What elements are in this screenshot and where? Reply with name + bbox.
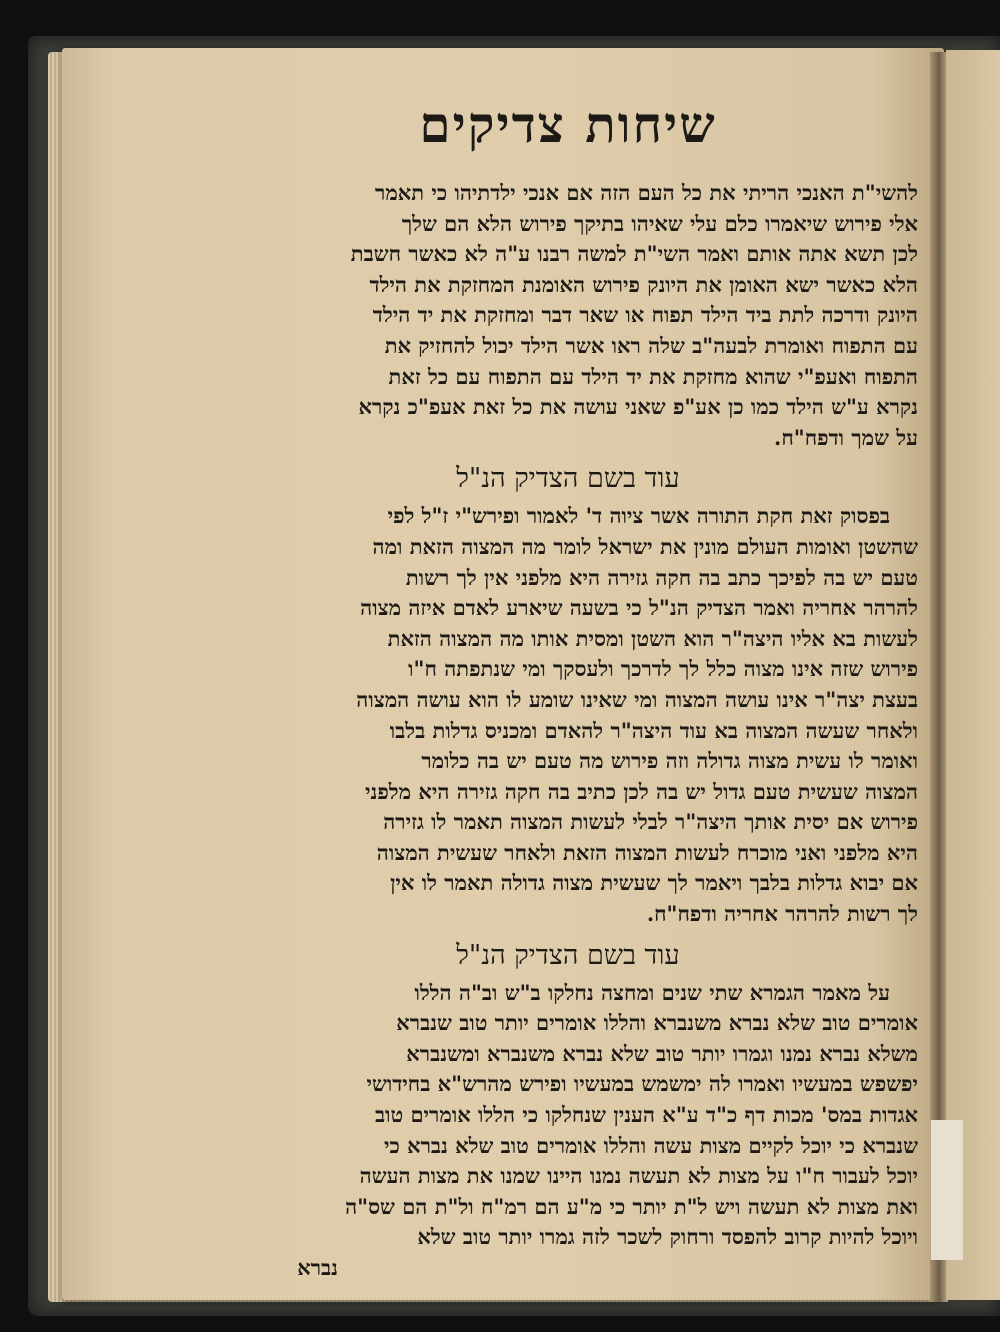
text-line: להשי"ת האנכי הריתי את כל העם הזה אם אנכי ילדתיהו כי תאמר xyxy=(375,180,918,205)
section-2-body xyxy=(218,501,918,929)
text-line: עם התפוח ואומרת לבעה"ב שלה ראו אשר הילד יכול להחזיק את xyxy=(384,332,918,358)
text-line: שנברא כי יוכל לקיים מצות עשה והללו אומרים טוב שלא נברא כי xyxy=(384,1132,918,1158)
text-line: על מאמר הגמרא שתי שנים ומחצה נחלקו ב"ש וב"ה הללו xyxy=(414,979,890,1005)
text-line: לעשות בא אליו היצה"ר הוא השטן ומסית אותו מה המצוה הזאת xyxy=(387,625,918,651)
text-line: שהשטן ואומות העולם מונין את ישראל לומר מה המצוה הזאת ומה xyxy=(372,533,918,559)
text-line: פירוש אם יסית אותך היצה"ר לבלי לעשות המצוה תאמר לו גזירה xyxy=(383,809,918,835)
text-line: ויוכל להיות קרוב להפסד ורחוק לשכר לזה גמרו יותר טוב שלא xyxy=(417,1224,918,1250)
text-line: יוכל לעבור ח"ו על מצות לא תעשה נמנו היינו שמנו את מצות העשה xyxy=(359,1163,918,1189)
text-line: בפסוק זאת חקת התורה אשר ציוה ד' לאמור ופירש"י ז"ל לפי xyxy=(387,503,890,529)
facing-page-edge xyxy=(946,50,1000,1300)
text-line: היונק ודרכה לתת ביד הילד תפוח או שאר דבר ומחזקת את יד הילד xyxy=(372,302,918,328)
text-line: להרהר אחריה ואמר הצדיק הנ"ל כי בשעה שיארע לאדם איזה מצוה xyxy=(360,595,918,621)
text-line: התפוח ואעפ"י שהוא מחזקת את יד הילד עם התפוח עם כל זאת xyxy=(388,363,918,389)
text-line: טעם יש בה לפיכך כתב בה חקה גזירה היא מלפני אין לך רשות xyxy=(405,564,918,590)
text-line: אלי פירוש שיאמרו כלם עלי שאיהו בתיקך פירוש הלא הם שלך xyxy=(401,210,918,236)
section-1-body xyxy=(218,178,918,453)
page-text xyxy=(218,92,918,1284)
text-line: אגדות במס' מכות דף כ"ד ע"א הענין שנחלקו כי הללו אומרים טוב xyxy=(374,1102,918,1128)
text-line: נקרא ע"ש הילד כמו כן אע"פ שאני עושה את כל זאת אעפ"כ נקרא xyxy=(358,394,918,420)
text-line: פירוש שזה אינו מצוה כלל לך לדרכך ולעסקך ומי שנתפתה ח"ו xyxy=(408,656,918,682)
section-3-body xyxy=(218,978,918,1284)
text-line: יפשפש במעשיו ואמרו לה ימשמש במעשיו ופירש מהרש"א בחידושי xyxy=(366,1071,918,1097)
text-line: לכן תשא אתה אותם ואמר השי"ת למשה רבנו ע"ה לא כאשר חשבת xyxy=(350,241,918,267)
text-line: אם יבוא גדלות בלבך ויאמר לך שעשית מצוה גדולה תאמר לו אין xyxy=(390,870,918,896)
text-line: ואומר לו עשית מצוה גדולה וזה פירוש מה טעם יש בה כלומר xyxy=(421,748,918,774)
text-line: המצוה שעשית טעם גדול יש בה לכן כתיב בה חקה גזירה היא מלפני xyxy=(365,778,918,804)
text-line: בעצת יצה"ר אינו עושה המצוה ומי שאינו שומע לו הוא עושה המצוה xyxy=(356,686,918,712)
text-line: לך רשות להרהר אחריה ודפח"ח. xyxy=(646,901,918,927)
page-title: שיחות צדיקים xyxy=(419,95,717,154)
text-line: היא מלפני ואני מוכרח לעשות המצוה הזאת ולאחר שעשית המצוה xyxy=(376,839,918,865)
text-line: הלא כאשר ישא האומן את היונק פירוש האומנת המחזקת את הילד xyxy=(369,271,918,297)
section-3-heading: עוד בשם הצדיק הנ"ל xyxy=(456,939,680,971)
section-2-heading: עוד בשם הצדיק הנ"ל xyxy=(456,463,680,495)
text-line: ולאחר שעשה המצוה בא עוד היצה"ר להאדם ומכניס גדלות בלבו xyxy=(389,717,918,743)
text-line: על שמך ודפח"ח. xyxy=(774,424,918,450)
text-line: משלא נברא נמנו וגמרו יותר טוב שלא נברא משנברא ומשנברא xyxy=(406,1040,918,1066)
paper-tab xyxy=(930,1120,963,1260)
text-line: אומרים טוב שלא נברא משנברא והללו אומרים יותר טוב שנברא xyxy=(396,1010,918,1036)
catchword: נברא xyxy=(297,1255,338,1280)
text-line: ואת מצות לא תעשה ויש ל"ת יותר כי מ"ע הם רמ"ח ול"ת הם שס"ה xyxy=(345,1193,918,1219)
